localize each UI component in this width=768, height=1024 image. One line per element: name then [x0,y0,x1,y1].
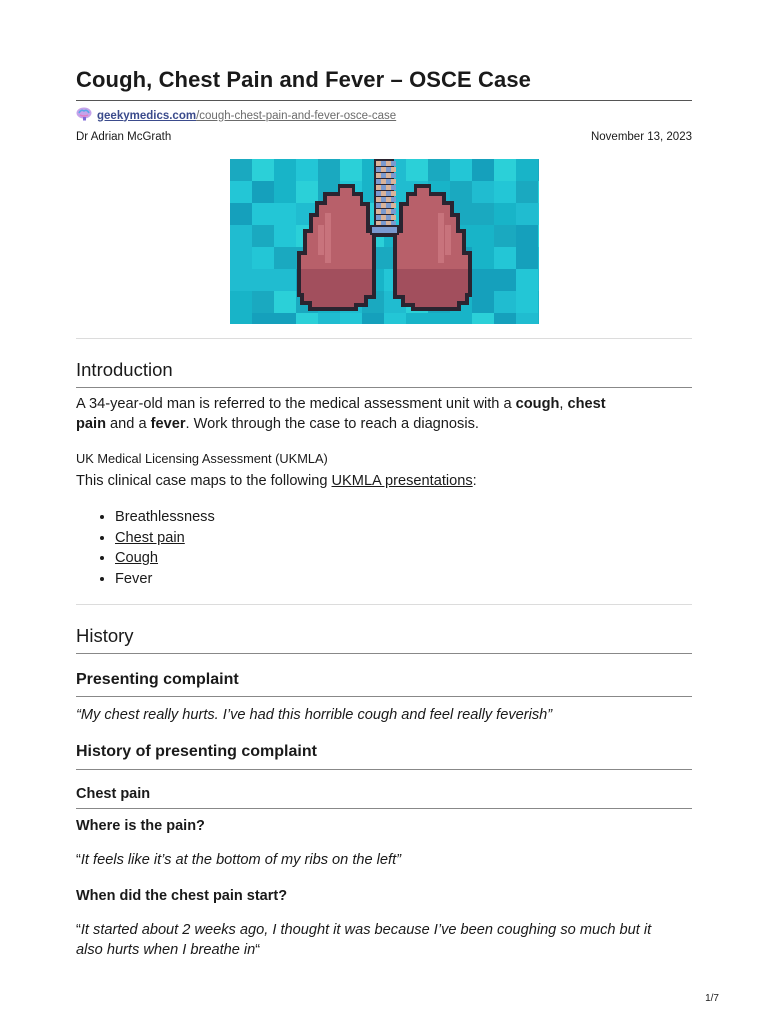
keyword-cough: cough [515,396,560,412]
keyword-chest: chest [567,396,606,412]
byline [76,131,692,143]
maps-text: This clinical case maps to the following [76,473,332,489]
heading-underline [76,653,692,654]
list-item [115,569,215,590]
section-heading-history: History [76,625,134,646]
section-divider [76,604,692,605]
source-link[interactable] [76,107,396,124]
page-title: Cough, Chest Pain and Fever – OSCE Case [76,67,532,92]
publish-date: November 13, 2023 [590,131,692,143]
title-divider [76,100,692,101]
page-number: 1/7 [705,993,719,1004]
section-heading-introduction: Introduction [76,359,173,380]
author: Dr Adrian McGrath [76,131,172,143]
maps-colon: : [472,473,477,489]
list-item-text: Fever [115,570,153,587]
ukmla-maps-text [76,471,692,491]
ukmla-presentations-link[interactable]: UKMLA presentations [331,473,473,489]
list-item [115,507,215,528]
answer-text: It started about 2 weeks ago, I thought it was because I’ve been coughing so much but it [80,922,652,938]
answer-text: It feels like it’s at the bottom of my ribs on the left” [80,852,401,868]
subheading-hpc: History of presenting complaint [76,743,317,760]
answer-when-start [76,920,692,960]
intro-text: and a [106,416,151,432]
ukmla-label: UK Medical Licensing Assessment (UKMLA) [76,451,328,466]
pixel-lungs-icon [230,159,539,324]
heading-underline [76,696,692,697]
intro-text: . Work through the case to reach a diagnosis. [185,416,479,432]
cough-link[interactable]: Cough [115,550,159,566]
open-quote: “ [76,852,81,868]
list-item [115,548,215,569]
heading-underline [76,769,692,770]
section-divider [76,338,692,339]
question-when-start: When did the chest pain start? [76,888,288,904]
presenting-complaint-quote: “My chest really hurts. I’ve had this horrible cough and feel really feverish” [76,707,553,723]
intro-text: , [559,396,568,412]
open-quote: “ [76,922,81,938]
answer-where-pain [76,850,692,870]
source-path[interactable]: /cough-chest-pain-and-fever-osce-case [196,109,397,122]
chest-pain-link[interactable]: Chest pain [115,529,185,546]
answer-text: also hurts when I breathe in [76,942,256,958]
list-item-text: Breathlessness [115,509,215,525]
heading-underline [76,387,692,388]
intro-paragraph [76,394,692,434]
brain-logo-icon [76,107,93,124]
close-quote: “ [255,942,261,958]
subheading-chest-pain: Chest pain [76,786,151,802]
subheading-presenting-complaint: Presenting complaint [76,671,239,688]
keyword-fever: fever [150,416,186,432]
presentations-list [76,507,215,589]
heading-underline [76,808,692,809]
source-domain[interactable]: geekymedics.com [97,109,197,122]
list-item [115,528,215,549]
intro-text: A 34-year-old man is referred to the medical assessment unit with a [76,396,516,412]
question-where-pain: Where is the pain? [76,818,205,834]
hero-image [230,159,539,324]
keyword-pain: pain [76,416,106,432]
